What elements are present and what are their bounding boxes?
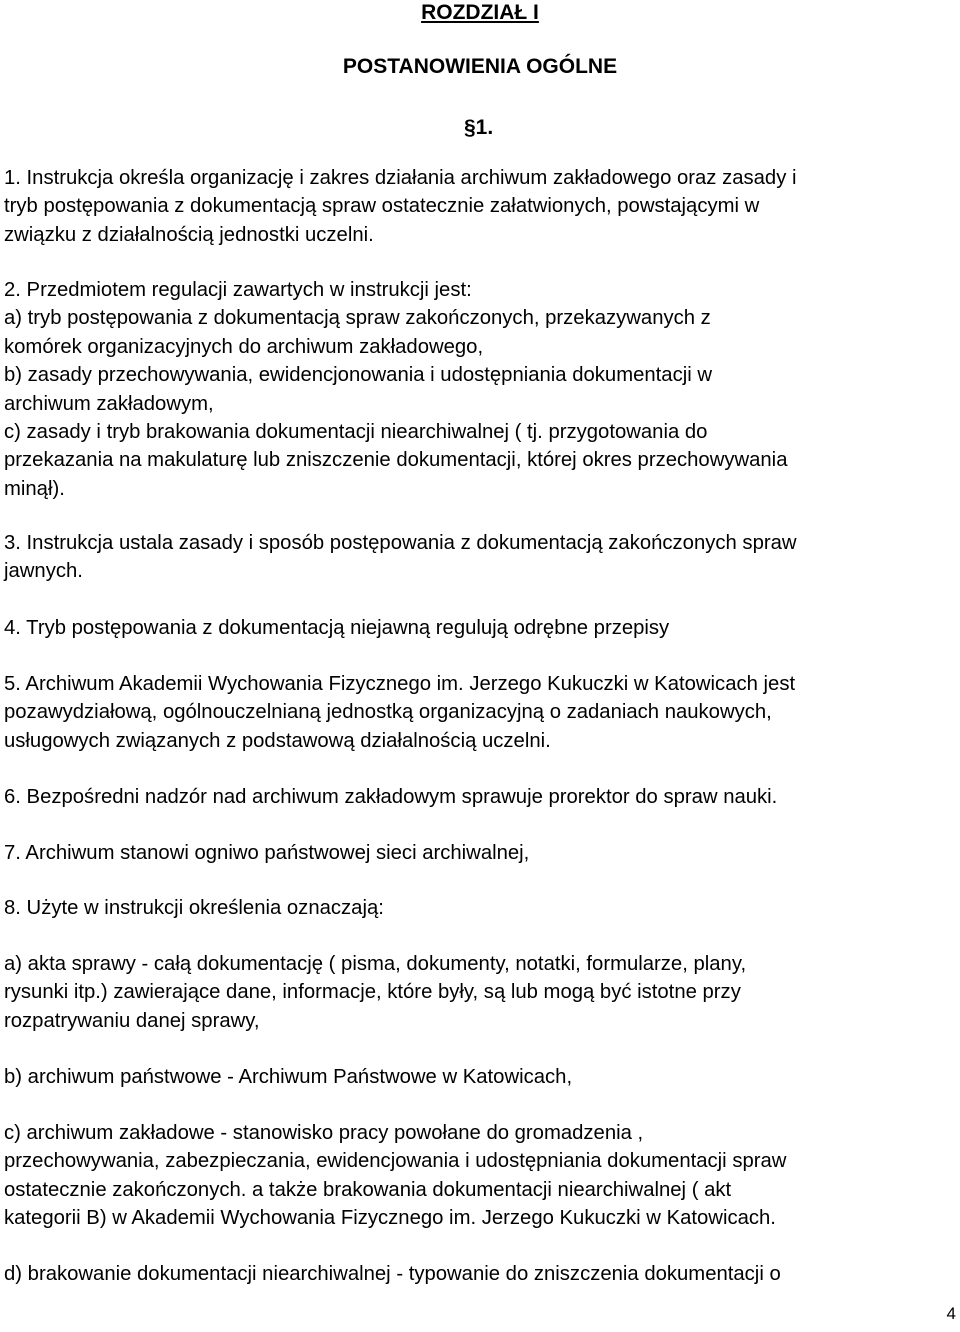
text-line: 7. Archiwum stanowi ogniwo państwowej sieci archiwalnej, xyxy=(4,842,530,864)
text-line: 4. Tryb postępowania z dokumentacją niejawną regulują odrębne przepisy xyxy=(4,617,670,639)
section-label: §1. xyxy=(464,116,494,139)
text-line: c) archiwum zakładowe - stanowisko pracy powołane do gromadzenia , xyxy=(4,1122,644,1144)
paragraph-3 xyxy=(4,529,956,586)
paragraph-7 xyxy=(4,839,956,867)
text-line: a) tryb postępowania z dokumentacją spraw zakończonych, przekazywanych z xyxy=(4,307,711,330)
page-number: 4 xyxy=(946,1304,956,1323)
text-line: 6. Bezpośredni nadzór nad archiwum zakładowym sprawuje prorektor do spraw nauki. xyxy=(4,786,778,808)
paragraph-5 xyxy=(4,670,956,755)
text-line: usługowych związanych z podstawową działalnością uczelni. xyxy=(4,729,551,752)
text-line: minął). xyxy=(4,477,65,500)
definition-b xyxy=(4,1063,956,1091)
text-line: pozawydziałową, ogólnouczelnianą jednostką organizacyjną o zadaniach naukowych, xyxy=(4,701,772,724)
paragraph-8 xyxy=(4,894,956,922)
text-line: 5. Archiwum Akademii Wychowania Fizycznego im. Jerzego Kukuczki w Katowicach jest xyxy=(4,673,796,695)
chapter-heading: ROZDZIAŁ I xyxy=(421,1,539,24)
text-line: rysunki itp.) zawierające dane, informacje, które były, są lub mogą być istotne przy xyxy=(4,981,741,1004)
definition-c xyxy=(4,1119,956,1233)
text-line: 1. Instrukcja określa organizację i zakres działania archiwum zakładowego oraz zasady i xyxy=(4,167,797,189)
paragraph-6 xyxy=(4,783,956,811)
text-line: b) zasady przechowywania, ewidencjonowania i udostępniania dokumentacji w xyxy=(4,364,713,387)
text-line: a) akta sprawy - całą dokumentację ( pisma, dokumenty, notatki, formularze, plany, xyxy=(4,953,747,975)
text-line: 2. Przedmiotem regulacji zawartych w instrukcji jest: xyxy=(4,279,472,301)
text-line: d) brakowanie dokumentacji niearchiwalnej - typowanie do zniszczenia dokumentacji o xyxy=(4,1263,781,1285)
text-line: archiwum zakładowym, xyxy=(4,392,214,415)
text-line: 8. Użyte w instrukcji określenia oznaczają: xyxy=(4,897,384,919)
paragraph-2 xyxy=(4,276,956,503)
chapter-title: POSTANOWIENIA OGÓLNE xyxy=(342,55,618,78)
text-line: 3. Instrukcja ustala zasady i sposób postępowania z dokumentacją zakończonych spraw xyxy=(4,532,797,554)
paragraph-4 xyxy=(4,614,956,642)
text-line: ostatecznie zakończonych. a także brakowania dokumentacji niearchiwalnej ( akt xyxy=(4,1178,732,1201)
text-line: przekazania na makulaturę lub zniszczenie dokumentacji, której okres przechowywania xyxy=(4,449,788,472)
text-line: tryb postępowania z dokumentacją spraw ostatecznie załatwionych, powstającymi w xyxy=(4,195,760,218)
definition-a xyxy=(4,950,956,1035)
text-line: kategorii B) w Akademii Wychowania Fizycznego im. Jerzego Kukuczki w Katowicach. xyxy=(4,1207,776,1230)
text-line: c) zasady i tryb brakowania dokumentacji niearchiwalnej ( tj. przygotowania do xyxy=(4,420,708,443)
text-line: związku z działalnością jednostki uczelni. xyxy=(4,223,374,246)
text-line: b) archiwum państwowe - Archiwum Państwowe w Katowicach, xyxy=(4,1066,573,1088)
text-line: jawnych. xyxy=(4,560,83,583)
text-line: rozpatrywaniu danej sprawy, xyxy=(4,1009,260,1032)
text-line: komórek organizacyjnych do archiwum zakładowego, xyxy=(4,335,484,358)
text-line: przechowywania, zabezpieczania, ewidencjowania i udostępniania dokumentacji spraw xyxy=(4,1150,787,1173)
paragraph-1 xyxy=(4,164,956,249)
definition-d xyxy=(4,1260,956,1288)
